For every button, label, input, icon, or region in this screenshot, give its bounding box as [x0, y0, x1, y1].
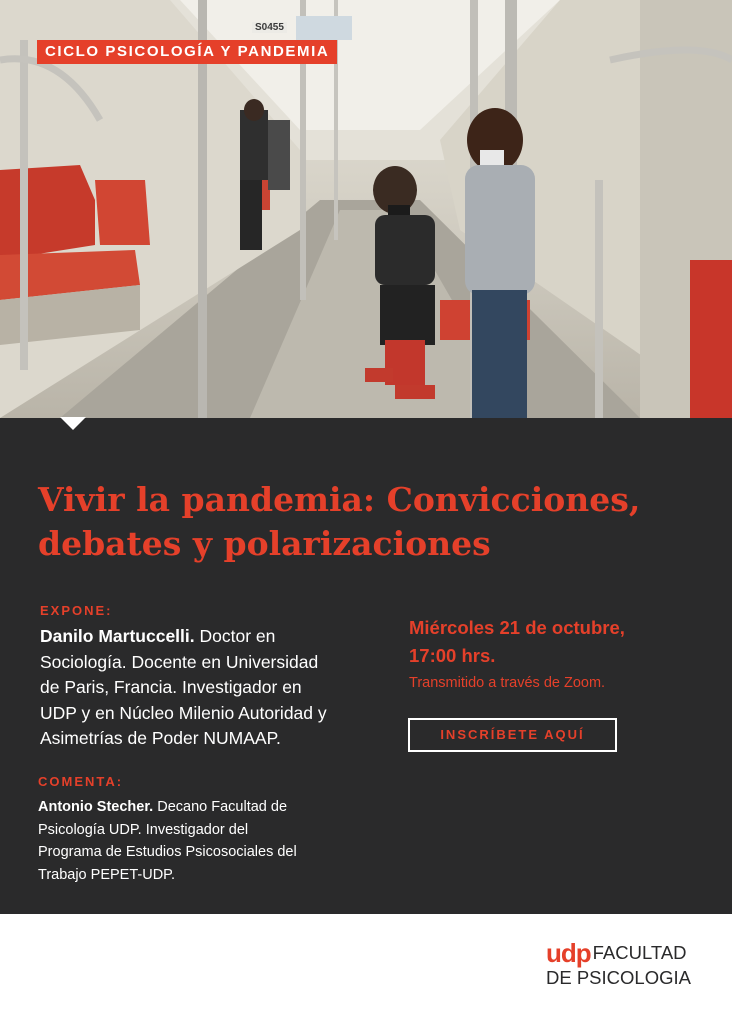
commenter-bio-line: Trabajo PEPET-UDP. [38, 866, 175, 883]
speaker-label: EXPONE: [40, 603, 113, 618]
commenter-label: COMENTA: [38, 774, 124, 789]
speaker-bio-line: de Paris, Francia. Investigador en [40, 677, 302, 697]
series-tag: CICLO PSICOLOGÍA Y PANDEMIA [37, 40, 337, 64]
logo-line-faculty: FACULTAD [592, 942, 687, 963]
commenter-bio-line: Decano Facultad de [153, 799, 288, 815]
register-button[interactable]: INSCRÍBETE AQUÍ [408, 718, 617, 752]
speaker-bio-line: UDP y en Núcleo Milenio Autoridad y [40, 702, 327, 723]
commenter-bio-line: Psicología UDP. Investigador del [38, 821, 249, 838]
event-panel [0, 418, 732, 914]
event-title [38, 478, 698, 566]
udp-faculty-logo[interactable] [546, 938, 691, 989]
event-title-line: Vivir la pandemia: Convicciones, [38, 480, 641, 519]
stream-note: Transmitido a través de Zoom. [409, 675, 606, 691]
event-time-line: 17:00 hrs. [409, 645, 496, 666]
speaker-bio [40, 624, 400, 752]
header-photo [0, 0, 732, 418]
panel-notch [60, 417, 86, 430]
speaker-bio-line: Sociología. Docente en Universidad [40, 651, 319, 672]
commenter-bio-line: Programa de Estudios Psicosociales del [38, 844, 297, 860]
train-car-number: S0455 [252, 22, 287, 33]
speaker-bio-line: Asimetrías de Poder NUMAAP. [40, 728, 281, 748]
event-date-line: Miércoles 21 de octubre, [409, 617, 625, 638]
speaker-bio-line: Doctor en [194, 626, 276, 646]
commenter-name: Antonio Stecher. [38, 799, 154, 815]
footer [0, 914, 732, 1024]
event-title-line: debates y polarizaciones [38, 524, 491, 563]
udp-logo-mark: udp [546, 938, 591, 968]
logo-line-psychology: DE PSICOLOGIA [546, 967, 691, 988]
speaker-name: Danilo Martuccelli. [40, 626, 195, 646]
commenter-bio [38, 796, 378, 886]
event-date [409, 614, 625, 670]
